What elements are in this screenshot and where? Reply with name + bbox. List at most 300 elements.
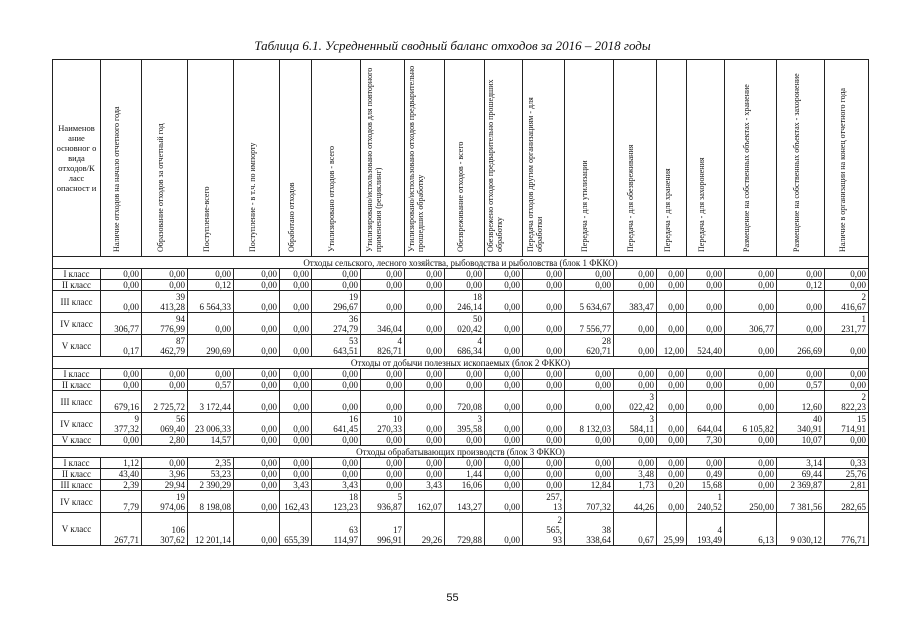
value-cell: 0,00 [523,413,565,435]
value-cell: 0,00 [280,280,312,291]
value-cell: 0,00 [657,313,687,335]
value-cell: 162,07 [405,491,445,513]
column-header-label: Утилизировано отходов - всего [327,145,336,252]
value-cell: 2,39 [101,480,142,491]
value-cell: 40 340,91 [777,413,825,435]
value-cell: 8 198,08 [188,491,234,513]
value-cell: 0,00 [657,413,687,435]
value-cell: 0,00 [657,269,687,280]
hazard-class-label: IV класс [53,413,101,435]
column-header-3 [188,60,234,257]
value-cell: 0,00 [485,313,523,335]
value-cell: 0,00 [565,269,614,280]
value-cell: 6,13 [725,513,777,546]
value-cell: 0,00 [234,513,280,546]
value-cell: 0,00 [445,369,485,380]
column-header-10 [485,60,523,257]
value-cell: 0,00 [523,435,565,446]
value-cell: 2 822,23 [825,391,869,413]
value-cell: 0,00 [485,291,523,313]
value-cell: 0,00 [361,391,405,413]
value-cell: 0,00 [565,469,614,480]
value-cell: 23 006,33 [188,413,234,435]
column-header-16 [725,60,777,257]
value-cell: 0,00 [361,458,405,469]
value-cell: 28 620,71 [565,335,614,357]
value-cell: 2 416,67 [825,291,869,313]
value-cell: 0,00 [687,380,725,391]
value-cell: 0,00 [687,313,725,335]
value-cell: 0,00 [485,435,523,446]
value-cell: 0,00 [101,435,142,446]
value-cell: 0,00 [312,391,361,413]
value-cell: 4 826,71 [361,335,405,357]
value-cell: 0,00 [405,380,445,391]
value-cell: 0,00 [725,335,777,357]
column-header-label: Образование отходов за отчетный год [155,123,165,252]
value-cell: 25,99 [657,513,687,546]
table-row [53,369,869,380]
value-cell: 0,00 [445,458,485,469]
value-cell: 0,00 [725,458,777,469]
value-cell: 5 936,87 [361,491,405,513]
value-cell: 0,00 [523,458,565,469]
value-cell: 250,00 [725,491,777,513]
value-cell: 0,00 [777,291,825,313]
value-cell: 0,00 [523,391,565,413]
column-header-label: Наличие в организации на конец отчетного года [837,88,847,252]
value-cell: 0,00 [657,291,687,313]
value-cell: 0,00 [614,458,657,469]
value-cell: 0,00 [614,435,657,446]
value-cell: 0,00 [312,269,361,280]
value-cell: 290,69 [188,335,234,357]
value-cell: 0,00 [234,291,280,313]
block-title-row [53,257,869,269]
page-number: 55 [446,592,459,604]
column-header-11 [523,60,565,257]
table-row [53,491,869,513]
value-cell: 0,00 [361,469,405,480]
value-cell: 0,00 [725,435,777,446]
value-cell: 0,00 [657,458,687,469]
column-header-label: Утилизировано/использовано отходов для повторного применения (рециклинг) [364,67,383,252]
value-cell: 0,00 [312,369,361,380]
value-cell: 18 246,14 [445,291,485,313]
value-cell: 679,16 [101,391,142,413]
value-cell: 0,00 [725,269,777,280]
value-cell: 0,00 [142,369,188,380]
table-row [53,269,869,280]
value-cell: 29,94 [142,480,188,491]
hazard-class-label: II класс [53,380,101,391]
hazard-class-label: II класс [53,469,101,480]
value-cell: 0,00 [101,280,142,291]
value-cell: 0,00 [234,469,280,480]
value-cell: 0,00 [523,335,565,357]
value-cell: 0,00 [523,469,565,480]
hazard-class-label: III класс [53,291,101,313]
value-cell: 43,40 [101,469,142,480]
column-header-15 [687,60,725,257]
value-cell: 2 390,29 [188,480,234,491]
value-cell: 0,00 [687,391,725,413]
hazard-class-label: I класс [53,269,101,280]
header-row [53,60,869,257]
value-cell: 15 714,91 [825,413,869,435]
hazard-class-label: I класс [53,458,101,469]
value-cell: 10 270,33 [361,413,405,435]
value-cell: 0,17 [101,335,142,357]
value-cell: 12,00 [657,335,687,357]
value-cell: 0,00 [614,280,657,291]
value-cell: 0,00 [485,369,523,380]
value-cell: 25,76 [825,469,869,480]
column-header-7 [361,60,405,257]
table-row [53,280,869,291]
hazard-class-label: IV класс [53,491,101,513]
value-cell: 7 556,77 [565,313,614,335]
value-cell: 0,00 [725,480,777,491]
table-row [53,513,869,546]
value-cell: 0,00 [565,369,614,380]
value-cell: 50 020,42 [445,313,485,335]
value-cell: 1,44 [445,469,485,480]
value-cell: 0,00 [361,480,405,491]
value-cell: 0,00 [142,280,188,291]
value-cell: 162,43 [280,491,312,513]
value-cell: 0,00 [234,435,280,446]
value-cell: 39 413,28 [142,291,188,313]
value-cell: 0,00 [234,269,280,280]
value-cell: 720,08 [445,391,485,413]
value-cell: 0,00 [657,380,687,391]
value-cell: 1,12 [101,458,142,469]
value-cell: 0,00 [485,513,523,546]
block-title-row [53,446,869,458]
value-cell: 2,80 [142,435,188,446]
value-cell: 3 395,58 [445,413,485,435]
value-cell: 0,00 [101,380,142,391]
value-cell: 87 462,79 [142,335,188,357]
value-cell: 0,00 [565,380,614,391]
table-row [53,469,869,480]
column-header-label: Размещение на собственных объектах - хранение [741,84,751,252]
value-cell: 0,00 [614,380,657,391]
value-cell: 0,00 [234,380,280,391]
value-cell: 0,00 [234,369,280,380]
value-cell: 0,00 [565,280,614,291]
value-cell: 0,00 [312,458,361,469]
value-cell: 729,88 [445,513,485,546]
hazard-class-label: II класс [53,280,101,291]
value-cell: 0,00 [280,369,312,380]
value-cell: 9 030,12 [777,513,825,546]
value-cell: 0,00 [687,269,725,280]
value-cell: 0,00 [523,269,565,280]
value-cell: 0,00 [485,380,523,391]
value-cell: 0,00 [280,269,312,280]
value-cell: 346,04 [361,313,405,335]
column-header-5 [280,60,312,257]
column-header-1 [101,60,142,257]
value-cell: 0,00 [445,280,485,291]
value-cell: 69,44 [777,469,825,480]
table-row [53,313,869,335]
hazard-class-label: I класс [53,369,101,380]
value-cell: 0,00 [777,313,825,335]
column-header-label: Передача - для захоронения [696,157,706,252]
value-cell: 8 132,03 [565,413,614,435]
value-cell: 257, 13 [523,491,565,513]
value-cell: 0,00 [565,435,614,446]
value-cell: 0,00 [614,269,657,280]
hazard-class-label: V класс [53,513,101,546]
value-cell: 0,00 [405,291,445,313]
value-cell: 0,00 [825,280,869,291]
value-cell: 0,00 [405,469,445,480]
value-cell: 17 996,91 [361,513,405,546]
value-cell: 0,00 [234,391,280,413]
value-cell: 0,00 [687,369,725,380]
value-cell: 0,00 [405,435,445,446]
value-cell: 14,57 [188,435,234,446]
hazard-class-label: V класс [53,335,101,357]
value-cell: 282,65 [825,491,869,513]
value-cell: 0,00 [101,369,142,380]
value-cell: 0,00 [523,380,565,391]
value-cell: 0,00 [825,369,869,380]
value-cell: 0,00 [142,458,188,469]
value-cell: 1 240,52 [687,491,725,513]
value-cell: 0,00 [234,480,280,491]
block-title: Отходы сельского, лесного хозяйства, рыбоводства и рыболовства (блок 1 ФККО) [53,257,869,269]
value-cell: 5 634,67 [565,291,614,313]
hazard-class-label: IV класс [53,313,101,335]
value-cell: 3 022,42 [614,391,657,413]
column-header-9 [445,60,485,257]
value-cell: 0,00 [687,458,725,469]
value-cell: 2,81 [825,480,869,491]
value-cell: 4 193,49 [687,513,725,546]
value-cell: 0,00 [280,313,312,335]
table-row [53,380,869,391]
value-cell: 0,00 [101,291,142,313]
column-header-label: Утилизировано/использовано отходов предварительно прошедших обработку [406,65,425,252]
value-cell: 0,00 [280,335,312,357]
value-cell: 0,00 [405,280,445,291]
column-header-2 [142,60,188,257]
value-cell: 2 565, 93 [523,513,565,546]
value-cell: 12,60 [777,391,825,413]
value-cell: 16,06 [445,480,485,491]
value-cell: 0,00 [687,291,725,313]
value-cell: 6 105,82 [725,413,777,435]
value-cell: 0,00 [361,291,405,313]
value-cell: 0,00 [142,380,188,391]
value-cell: 0,00 [657,435,687,446]
value-cell: 0,00 [523,313,565,335]
value-cell: 106 307,62 [142,513,188,546]
value-cell: 0,00 [405,335,445,357]
value-cell: 0,00 [777,369,825,380]
value-cell: 0,00 [361,435,405,446]
value-cell: 0,00 [485,269,523,280]
value-cell: 0,00 [725,380,777,391]
column-header-14 [657,60,687,257]
column-header-label: Передача - для обезвреживания [626,144,635,252]
value-cell: 7,30 [687,435,725,446]
value-cell: 7 381,56 [777,491,825,513]
value-cell: 0,00 [234,280,280,291]
value-cell: 267,71 [101,513,142,546]
value-cell: 644,04 [687,413,725,435]
column-header-label: Размещение на собственных объектах - захоронение [791,73,801,252]
value-cell: 0,00 [312,469,361,480]
column-header-label: Обезврежено отходов предварительно прошедших обработку [485,79,504,252]
value-cell: 0,00 [825,435,869,446]
value-cell: 0,67 [614,513,657,546]
value-cell: 0,00 [280,380,312,391]
value-cell: 3,48 [614,469,657,480]
value-cell: 0,00 [280,391,312,413]
value-cell: 0,00 [485,480,523,491]
value-cell: 0,00 [725,369,777,380]
value-cell: 0,00 [825,269,869,280]
value-cell: 0,00 [280,435,312,446]
value-cell: 1,73 [614,480,657,491]
value-cell: 0,00 [725,280,777,291]
column-header-12 [565,60,614,257]
value-cell: 2,35 [188,458,234,469]
value-cell: 3,43 [312,480,361,491]
value-cell: 0,12 [188,280,234,291]
value-cell: 0,00 [312,380,361,391]
value-cell: 0,00 [280,291,312,313]
value-cell: 0,00 [280,469,312,480]
table-row [53,435,869,446]
value-cell: 0,00 [725,291,777,313]
value-cell: 0,00 [405,269,445,280]
value-cell: 0,00 [485,391,523,413]
value-cell: 2 369,87 [777,480,825,491]
column-header-label: Обезвреживание отходов - всего [455,141,465,252]
value-cell: 0,00 [234,458,280,469]
value-cell: 0,00 [777,269,825,280]
column-header-label: Передача отходов другим организациям - для обработки [525,97,544,252]
value-cell: 0,00 [657,280,687,291]
row-header-cell: Наименов ание основног о вида отходов/К ласс опасност и [53,60,101,257]
value-cell: 0,00 [405,413,445,435]
column-header-13 [614,60,657,257]
value-cell: 0,33 [825,458,869,469]
value-cell: 3,43 [405,480,445,491]
value-cell: 12 201,14 [188,513,234,546]
value-cell: 0,00 [485,413,523,435]
value-cell: 44,26 [614,491,657,513]
value-cell: 0,00 [234,413,280,435]
value-cell: 0,00 [445,269,485,280]
value-cell: 0,00 [614,369,657,380]
value-cell: 707,32 [565,491,614,513]
block-title: Отходы обрабатывающих производств (блок 3 ФККО) [53,446,869,458]
block-title: Отходы от добычи полезных ископаемых (блок 2 ФККО) [53,357,869,369]
value-cell: 0,00 [523,280,565,291]
value-cell: 0,00 [657,369,687,380]
value-cell: 0,00 [234,313,280,335]
value-cell: 0,00 [485,280,523,291]
value-cell: 38 338,64 [565,513,614,546]
value-cell: 0,00 [523,480,565,491]
value-cell: 0,12 [777,280,825,291]
value-cell: 143,27 [445,491,485,513]
value-cell: 0,00 [361,269,405,280]
column-header-6 [312,60,361,257]
value-cell: 0,00 [405,369,445,380]
value-cell: 0,00 [657,491,687,513]
value-cell: 0,00 [234,491,280,513]
value-cell: 0,00 [361,369,405,380]
value-cell: 0,00 [825,335,869,357]
value-cell: 0,00 [485,335,523,357]
table-title: Таблица 6.1. Усредненный сводный баланс отходов за 2016 – 2018 годы [254,38,651,53]
value-cell: 94 776,99 [142,313,188,335]
waste-balance-table [52,59,869,546]
value-cell: 0,49 [687,469,725,480]
value-cell: 4 686,34 [445,335,485,357]
column-header-label: Наличие отходов на начало отчетного года [112,106,121,252]
value-cell: 0,00 [614,335,657,357]
value-cell: 306,77 [101,313,142,335]
value-cell: 0,00 [523,369,565,380]
value-cell: 0,57 [777,380,825,391]
value-cell: 0,00 [687,280,725,291]
table-row [53,458,869,469]
value-cell: 19 296,67 [312,291,361,313]
table-row [53,413,869,435]
value-cell: 16 641,45 [312,413,361,435]
value-cell: 0,00 [657,391,687,413]
value-cell: 0,00 [234,335,280,357]
value-cell: 2 725,72 [142,391,188,413]
value-cell: 776,71 [825,513,869,546]
column-header-17 [777,60,825,257]
value-cell: 0,00 [445,380,485,391]
value-cell: 0,00 [565,391,614,413]
value-cell: 0,00 [361,380,405,391]
value-cell: 0,00 [657,469,687,480]
value-cell: 29,26 [405,513,445,546]
value-cell: 18 123,23 [312,491,361,513]
value-cell: 0,00 [825,380,869,391]
value-cell: 0,00 [188,313,234,335]
value-cell: 3,96 [142,469,188,480]
hazard-class-label: V класс [53,435,101,446]
value-cell: 3,43 [280,480,312,491]
value-cell: 383,47 [614,291,657,313]
value-cell: 0,00 [485,469,523,480]
value-cell: 0,00 [101,269,142,280]
value-cell: 0,00 [405,458,445,469]
value-cell: 0,00 [280,413,312,435]
value-cell: 0,57 [188,380,234,391]
value-cell: 0,00 [485,491,523,513]
table-row [53,335,869,357]
table-row [53,391,869,413]
value-cell: 15,68 [687,480,725,491]
value-cell: 266,69 [777,335,825,357]
column-header-8 [405,60,445,257]
